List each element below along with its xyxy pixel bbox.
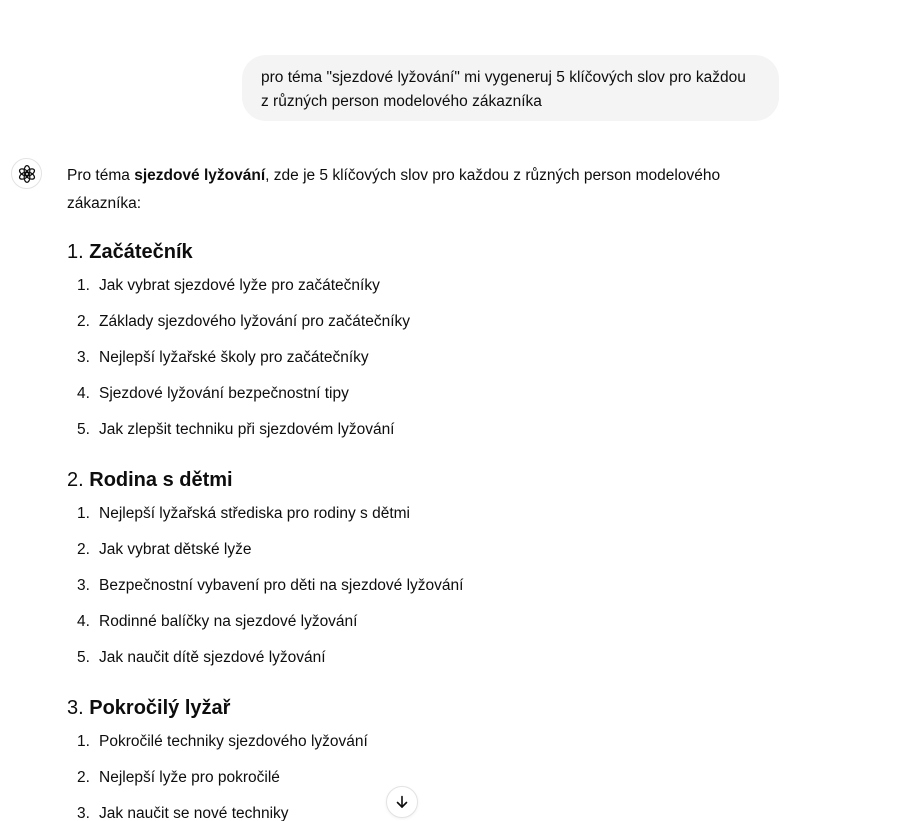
list-item [67, 568, 757, 604]
list-item [67, 604, 757, 640]
list-item-number: 4. [77, 613, 90, 630]
list-item [67, 376, 757, 412]
list-item-text: Jak naučit dítě sjezdové lyžování [99, 649, 326, 666]
openai-logo-icon [17, 164, 37, 184]
persona-number: 3. [67, 697, 84, 719]
user-message-line: pro téma "sjezdové lyžování" mi vygeneruj 5 klíčových slov pro každou [261, 69, 746, 86]
user-message-line: z různých person modelového zákazníka [261, 93, 542, 110]
list-item-text: Jak vybrat dětské lyže [99, 541, 252, 558]
assistant-avatar [11, 158, 42, 189]
list-item-text: Sjezdové lyžování bezpečnostní tipy [99, 385, 349, 402]
list-item-number: 2. [77, 769, 90, 786]
list-item [67, 268, 757, 304]
assistant-message [67, 162, 757, 821]
intro-rest: , zde je 5 klíčových slov pro každou z různých person modelového [265, 167, 721, 184]
list-item-text: Jak vybrat sjezdové lyže pro začátečníky [99, 277, 380, 294]
persona-section [67, 466, 757, 676]
persona-heading [67, 238, 757, 266]
list-item-number: 5. [77, 421, 90, 438]
arrow-down-icon [394, 794, 410, 810]
persona-number: 1. [67, 241, 84, 263]
list-item-number: 4. [77, 385, 90, 402]
assistant-intro [67, 162, 757, 218]
list-item-text: Jak naučit se nové techniky [99, 805, 289, 821]
list-item [67, 304, 757, 340]
intro-bold-topic: sjezdové lyžování [134, 167, 266, 184]
list-item-text: Pokročilé techniky sjezdového lyžování [99, 733, 368, 750]
list-item [67, 640, 757, 676]
list-item-text: Základy sjezdového lyžování pro začátečníky [99, 313, 411, 330]
scroll-to-bottom-button[interactable] [386, 786, 418, 818]
persona-title: Začátečník [89, 241, 193, 263]
list-item-number: 3. [77, 349, 90, 366]
list-item-text: Bezpečnostní vybavení pro děti na sjezdové lyžování [99, 577, 464, 594]
keyword-list [67, 268, 757, 448]
list-item-text: Jak zlepšit techniku při sjezdovém lyžování [99, 421, 395, 438]
persona-title: Pokročilý lyžař [89, 697, 231, 719]
intro-line2: zákazníka: [67, 195, 142, 212]
persona-heading [67, 694, 757, 722]
user-message-bubble [242, 55, 779, 121]
list-item-number: 1. [77, 733, 90, 750]
list-item-number: 2. [77, 541, 90, 558]
list-item-number: 3. [77, 805, 90, 821]
list-item-text: Nejlepší lyžařské školy pro začátečníky [99, 349, 369, 366]
list-item [67, 340, 757, 376]
list-item-text: Nejlepší lyže pro pokročilé [99, 769, 280, 786]
keyword-list [67, 496, 757, 676]
list-item [67, 532, 757, 568]
list-item-number: 3. [77, 577, 90, 594]
list-item-text: Rodinné balíčky na sjezdové lyžování [99, 613, 358, 630]
list-item [67, 496, 757, 532]
intro-prefix: Pro téma [67, 167, 135, 184]
list-item-number: 2. [77, 313, 90, 330]
list-item [67, 412, 757, 448]
list-item-number: 1. [77, 277, 90, 294]
list-item-number: 1. [77, 505, 90, 522]
list-item-number: 5. [77, 649, 90, 666]
persona-heading [67, 466, 757, 494]
list-item [67, 724, 757, 760]
persona-title: Rodina s dětmi [89, 469, 233, 491]
persona-number: 2. [67, 469, 84, 491]
list-item-text: Nejlepší lyžařská střediska pro rodiny s dětmi [99, 505, 410, 522]
persona-section [67, 238, 757, 448]
